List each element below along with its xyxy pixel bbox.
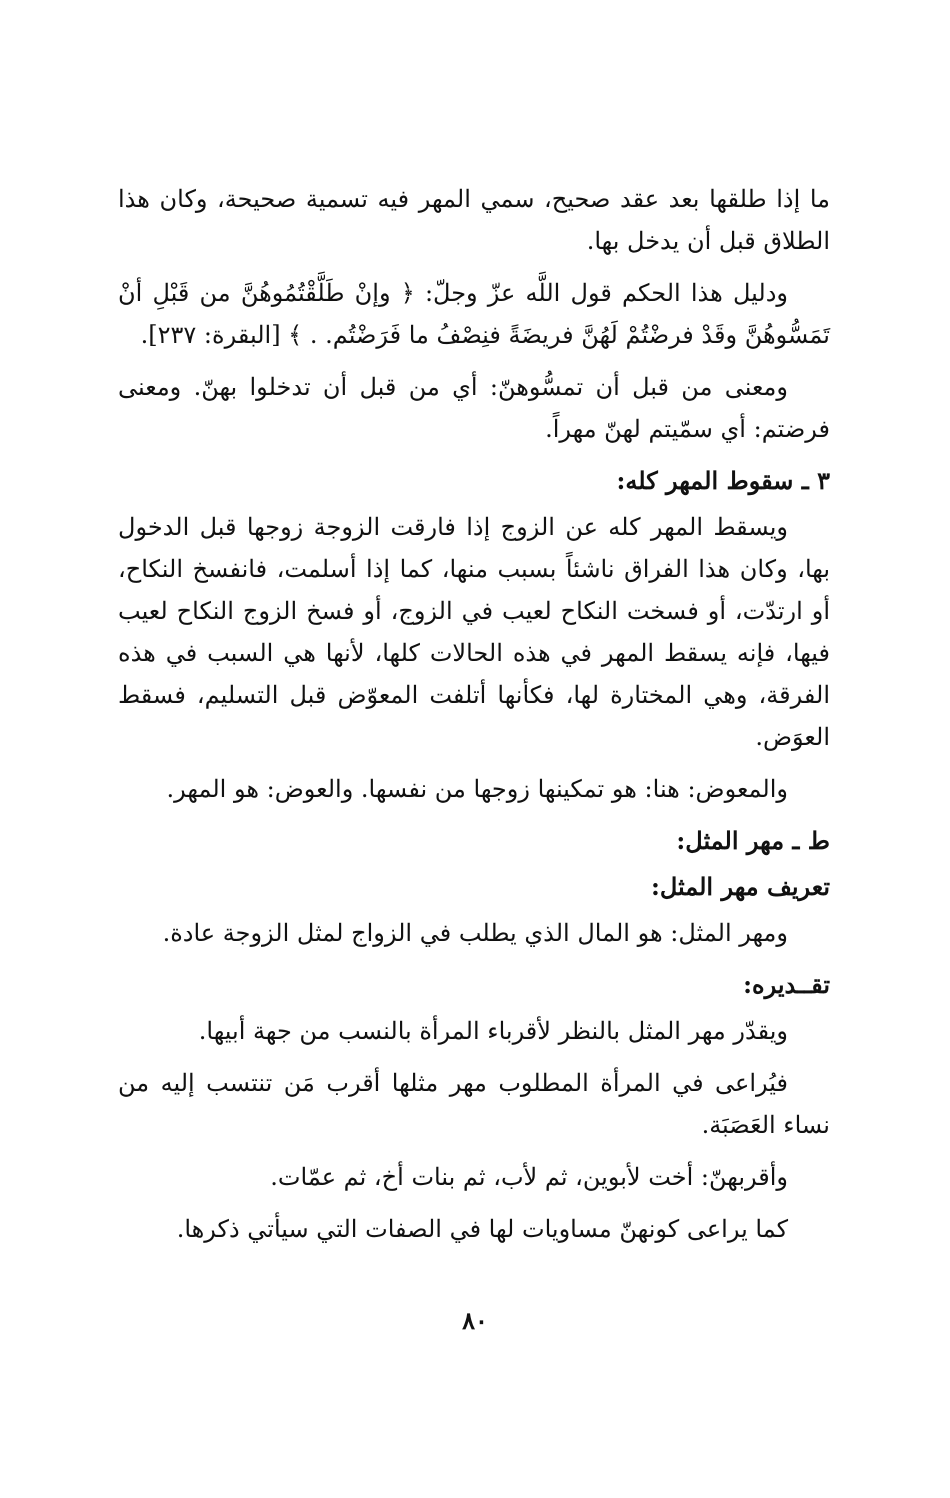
paragraph-7: ويقدّر مهر المثل بالنظر لأقرباء المرأة بالنسب من جهة أبيها.	[198, 1017, 788, 1045]
paragraph-3: ومعنى من قبل أن تمسُّوهنّ: أي من قبل أن تدخلوا بهنّ. ومعنى فرضتم: أي سمّيتم لهنّ مهراً.	[118, 373, 830, 443]
paragraph-1: ما إذا طلقها بعد عقد صحيح، سمي المهر فيه تسمية صحيحة، وكان هذا الطلاق قبل أن يدخل بها.	[118, 185, 830, 255]
page-body	[118, 178, 830, 1260]
heading-mahr-fall: ٣ ـ سقوط المهر كله:	[616, 466, 830, 495]
paragraph-10: كما يراعى كونهنّ مساويات لها في الصفات التي سيأتي ذكرها.	[176, 1215, 788, 1243]
page-number: ٨٠	[462, 1306, 488, 1335]
paragraph-5: والمعوض: هنا: هو تمكينها زوجها من نفسها. والعوض: هو المهر.	[166, 775, 788, 803]
paragraph-2: ودليل هذا الحكم قول اللَّه عزّ وجلّ: ﴿ وإنْ طَلَّقْتُمُوهُنَّ من قَبْلِ أنْ تَمَسُّوهُنَّ وقَدْ فرضْتُمْ لَهُنَّ فريضَةً فنِصْفُ ما فَرَضْتُم. . ﴾ [البقرة: ٢٣٧].	[118, 279, 830, 349]
heading-definition: تعريف مهر المثل:	[650, 872, 830, 901]
heading-estimation: تقــديره:	[743, 970, 830, 999]
paragraph-8: فيُراعى في المرأة المطلوب مهر مثلها أقرب مَن تنتسب إليه من نساء العَصَبَة.	[118, 1069, 830, 1139]
paragraph-6: ومهر المثل: هو المال الذي يطلب في الزواج لمثل الزوجة عادة.	[162, 919, 788, 947]
paragraph-9: وأقربهنّ: أخت لأبوين، ثم لأب، ثم بنات أخ، ثم عمّات.	[270, 1163, 788, 1191]
heading-mahr-mithl: ط ـ مهر المثل:	[676, 826, 830, 855]
paragraph-4: ويسقط المهر كله عن الزوج إذا فارقت الزوجة زوجها قبل الدخول بها، وكان هذا الفراق ناشئاً بسبب منها، كما إذا أسلمت، فانفسخ النكاح، أو ارتدّت، أو فسخت النكاح لعيب في الزوج، أو فسخ الزوج النكاح لعيب فيها، فإنه يسقط المهر في هذه الحالات كلها، لأنها هي السبب في هذه الفرقة، وهي المختارة لها، فكأنها أتلفت المعوّض قبل التسليم، فسقط العوَض.	[118, 513, 830, 751]
